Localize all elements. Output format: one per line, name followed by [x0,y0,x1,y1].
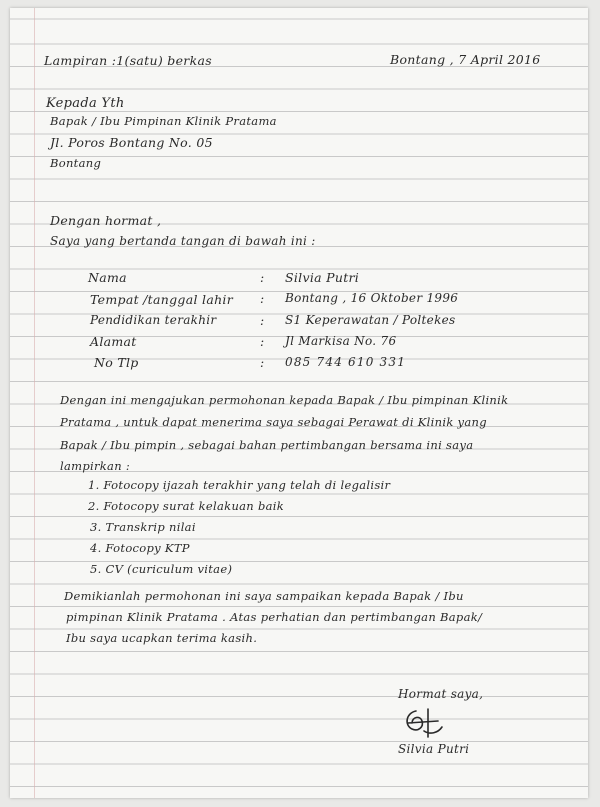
field-separator: : [260,355,265,370]
field-value: Silvia Putri [285,270,360,285]
list-item: 2. Fotocopy surat kelakuan baik [88,499,285,513]
field-separator: : [260,334,265,349]
list-item: 3. Transkrip nilai [90,520,196,534]
field-label: Alamat [90,334,137,349]
field-separator: : [260,270,265,285]
field-label: Pendidikan terakhir [90,313,217,327]
margin-line [34,8,35,798]
field-separator: : [260,313,265,328]
recipient-line: Kepada Yth [46,96,125,111]
field-value: S1 Keperawatan / Poltekes [285,313,456,327]
field-label: No Tlp [94,355,139,370]
greeting: Dengan hormat , [50,213,162,228]
intro: Saya yang bertanda tangan di bawah ini : [50,234,316,248]
list-item: 4. Fotocopy KTP [90,541,190,555]
field-separator: : [260,291,265,306]
sign-off: Hormat saya, [398,687,484,701]
recipient-line: Jl. Poros Bontang No. 05 [50,135,213,150]
attachment-line: Lampiran :1(satu) berkas [44,53,212,68]
field-value: Jl Markisa No. 76 [285,334,397,348]
body-line: Pratama , untuk dapat menerima saya sebagai Perawat di Klinik yang [60,415,487,429]
signature-name: Silvia Putri [398,742,470,756]
closing-line: pimpinan Klinik Pratama . Atas perhatian dan pertimbangan Bapak/ [66,610,483,624]
list-item: 5. CV (curiculum vitae) [90,562,233,576]
handwritten-signature [398,703,458,743]
letter-paper [10,8,588,798]
field-value: Bontang , 16 Oktober 1996 [285,291,459,305]
body-line: Dengan ini mengajukan permohonan kepada Bapak / Ibu pimpinan Klinik [60,393,509,407]
field-label: Nama [88,270,127,285]
recipient-line: Bapak / Ibu Pimpinan Klinik Pratama [50,114,277,128]
list-item: 1. Fotocopy ijazah terakhir yang telah di legalisir [88,478,391,492]
field-value: 085 744 610 331 [285,355,407,369]
body-line: Bapak / Ibu pimpin , sebagai bahan pertimbangan bersama ini saya [60,438,474,452]
closing-line: Demikianlah permohonan ini saya sampaikan kepada Bapak / Ibu [64,589,464,603]
closing-line: Ibu saya ucapkan terima kasih. [66,631,258,645]
recipient-line: Bontang [50,156,102,170]
place-date: Bontang , 7 April 2016 [390,52,541,67]
field-label: Tempat /tanggal lahir [90,292,234,307]
body-line: lampirkan : [60,459,131,473]
